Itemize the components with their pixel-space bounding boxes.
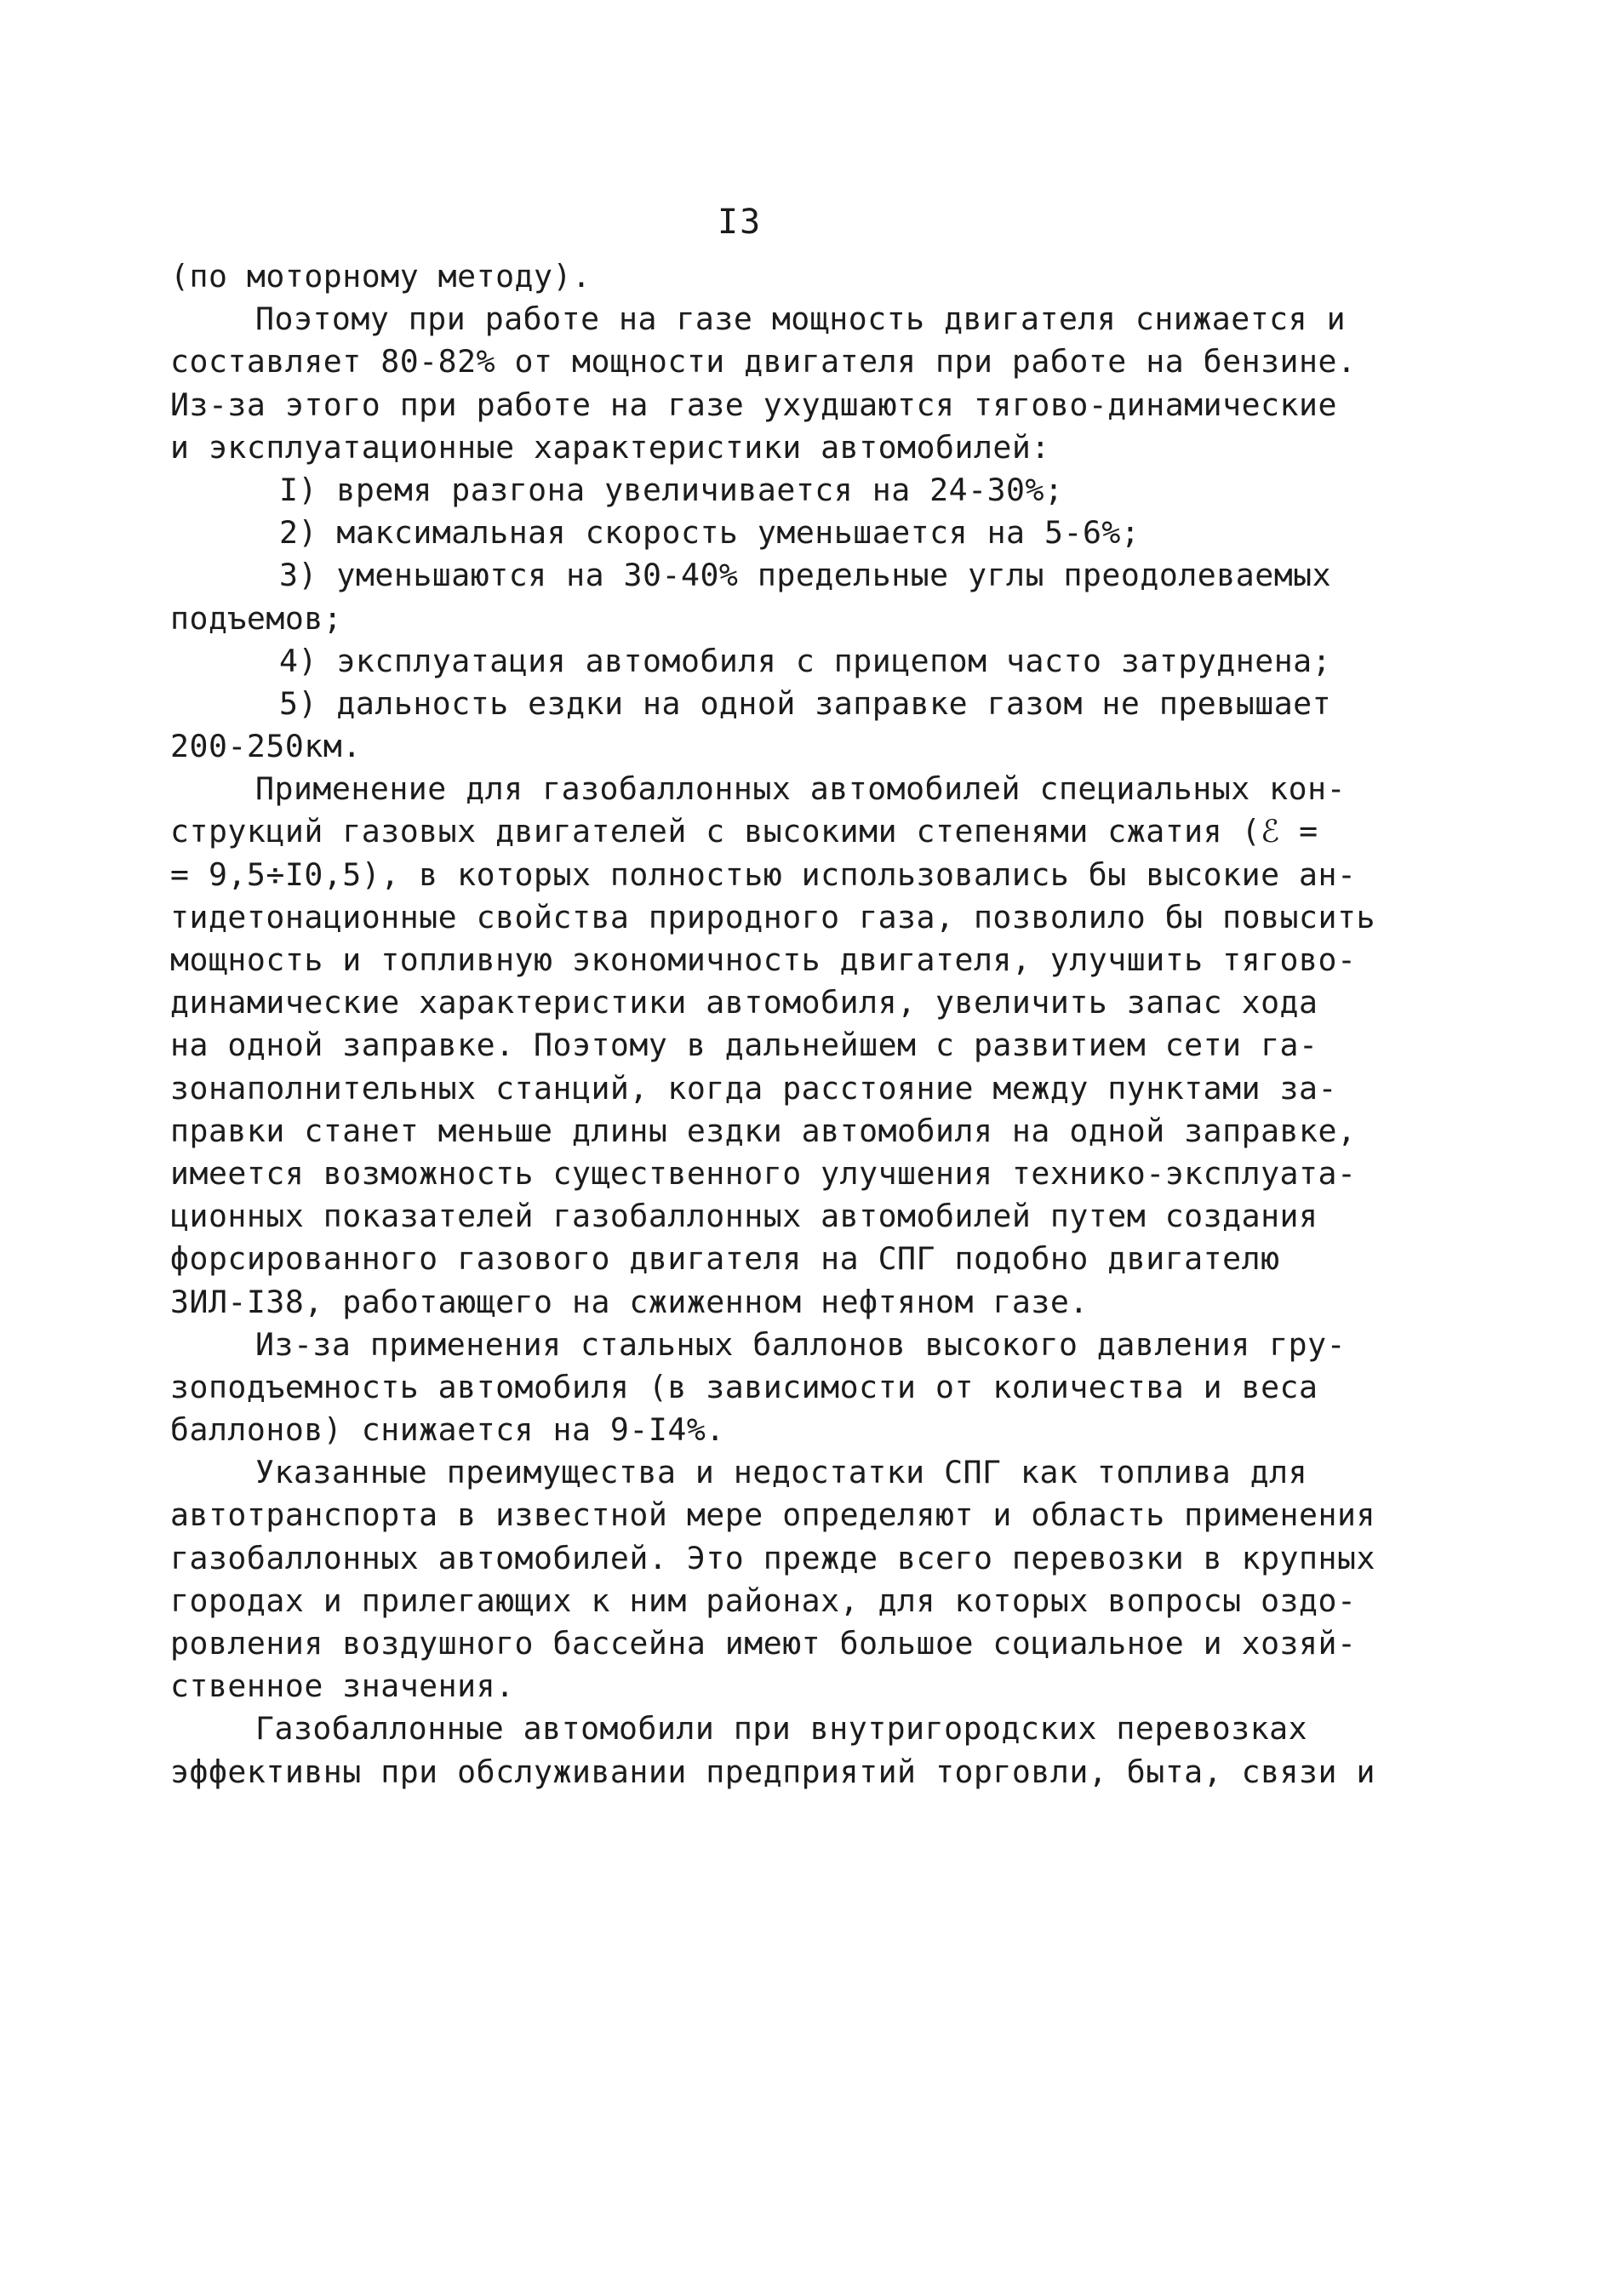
page-number: I3 bbox=[718, 203, 763, 242]
text-line: ровления воздушного бассейна имеют большое социальное и хозяй- bbox=[170, 1625, 1357, 1662]
text-line: подъемов; bbox=[170, 599, 343, 637]
text-line: городах и прилегающих к ним районах, для которых вопросы оздо- bbox=[170, 1582, 1357, 1619]
text-line: Указанные преимущества и недостатки СПГ как топлива для bbox=[255, 1454, 1308, 1491]
text-line: Поэтому при работе на газе мощность двигателя снижается и bbox=[255, 300, 1347, 338]
list-item: 5) дальность ездки на одной заправке газом не превышает bbox=[279, 684, 1332, 722]
text-line: мощность и топливную экономичность двигателя, улучшить тягово- bbox=[170, 941, 1357, 978]
list-item: I) время разгона увеличивается на 24-30%; bbox=[279, 471, 1064, 508]
text-line: Из-за этого при работе на газе ухудшаются тягово-динамические bbox=[170, 386, 1337, 423]
text-line: составляет 80-82% от мощности двигателя при работе на бензине. bbox=[170, 343, 1357, 380]
text-line: (по моторному методу). bbox=[170, 258, 592, 295]
list-item: 2) максимальная скорость уменьшается на 5-6%; bbox=[279, 514, 1141, 552]
text-line: ционных показателей газобаллонных автомобилей путем создания bbox=[170, 1198, 1318, 1235]
text-line: динамические характеристики автомобиля, увеличить запас хода bbox=[170, 984, 1318, 1021]
text-line: баллонов) снижается на 9-I4%. bbox=[170, 1411, 725, 1449]
text-line: = 9,5÷I0,5), в которых полностью использовались бы высокие ан- bbox=[170, 855, 1357, 893]
text-line: и эксплуатационные характеристики автомобилей: bbox=[170, 428, 1050, 466]
body-text bbox=[170, 255, 1481, 1794]
text-line: Из-за применения стальных баллонов высокого давления гру- bbox=[255, 1325, 1347, 1363]
list-item: 3) уменьшаются на 30-40% предельные углы преодолеваемых bbox=[279, 557, 1332, 594]
text-line: на одной заправке. Поэтому в дальнейшем с развитием сети га- bbox=[170, 1027, 1318, 1064]
text-line: тидетонационные свойства природного газа, позволило бы повысить bbox=[170, 898, 1375, 935]
text-line: струкций газовых двигателей с высокими степенями сжатия (ℰ = bbox=[170, 813, 1318, 850]
text-line: правки станет меньше длины ездки автомобиля на одной заправке, bbox=[170, 1112, 1357, 1149]
text-line: имеется возможность существенного улучшения технико-эксплуата- bbox=[170, 1154, 1357, 1192]
text-line: ственное значения. bbox=[170, 1668, 515, 1705]
list-item: 4) эксплуатация автомобиля с прицепом часто затруднена; bbox=[279, 642, 1332, 679]
text-line: Применение для газобаллонных автомобилей специальных кон- bbox=[255, 770, 1347, 808]
text-line: эффективны при обслуживании предприятий торговли, быта, связи и bbox=[170, 1753, 1375, 1790]
text-line: газобаллонных автомобилей. Это прежде всего перевозки в крупных bbox=[170, 1539, 1375, 1576]
text-line: Газобаллонные автомобили при внутригородских перевозках bbox=[255, 1710, 1308, 1748]
text-line: зонаполнительных станций, когда расстояние между пунктами за- bbox=[170, 1069, 1337, 1107]
text-line: ЗИЛ-I38, работающего на сжиженном нефтяном газе. bbox=[170, 1283, 1089, 1320]
text-line: 200-250км. bbox=[170, 728, 362, 765]
text-line: зоподъемность автомобиля (в зависимости от количества и веса bbox=[170, 1368, 1318, 1405]
text-line: форсированного газового двигателя на СПГ подобно двигателю bbox=[170, 1240, 1280, 1278]
text-line: автотранспорта в известной мере определяют и область применения bbox=[170, 1496, 1375, 1534]
